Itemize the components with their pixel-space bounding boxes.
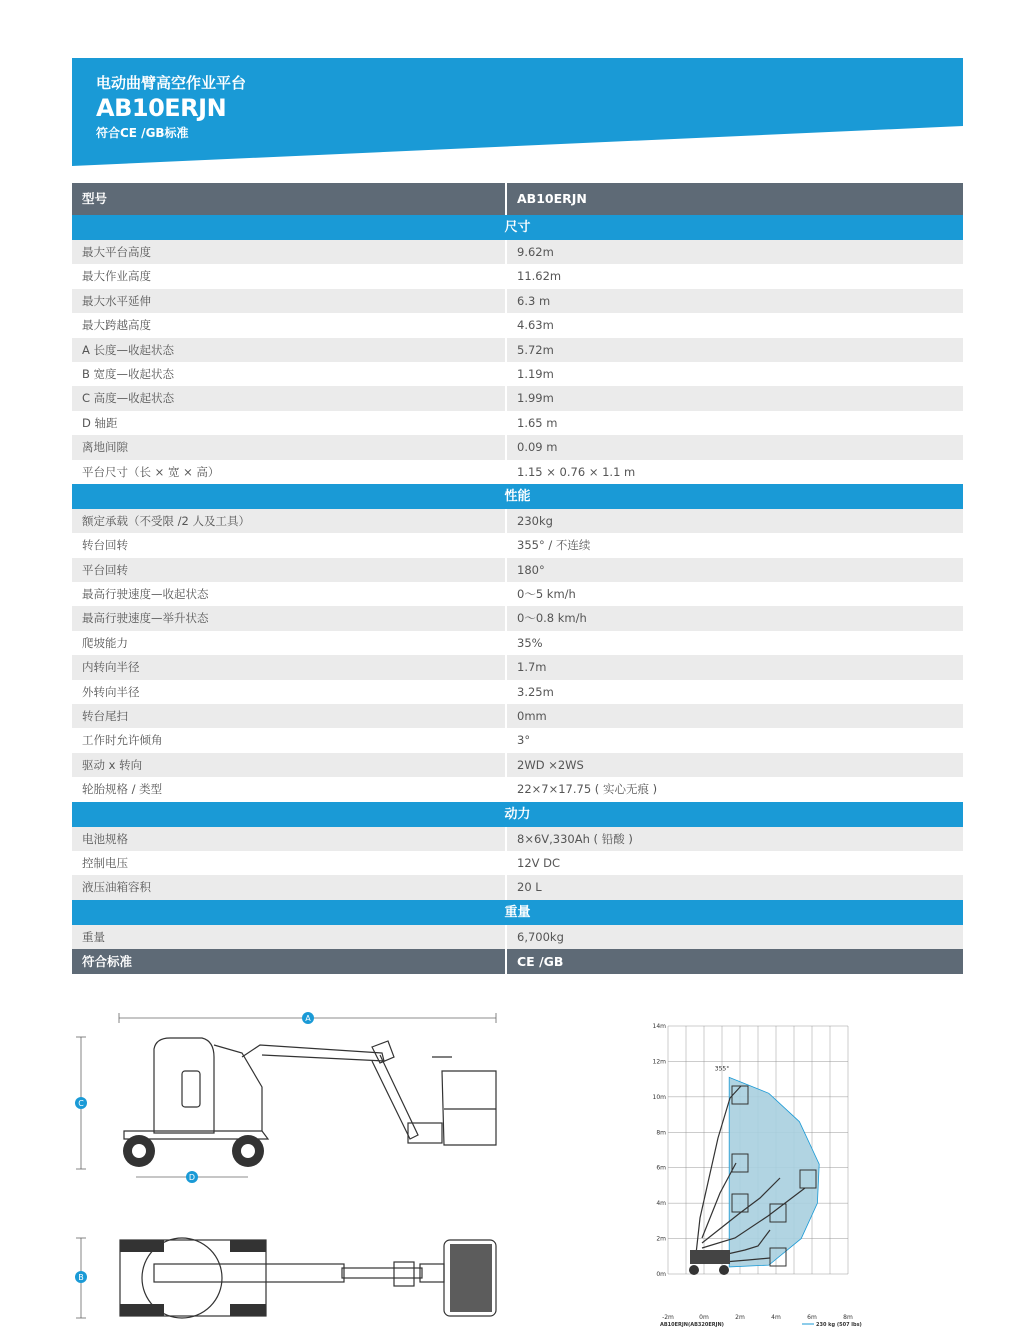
x-tick-label: 4m — [771, 1314, 781, 1321]
chassis — [690, 1250, 730, 1264]
spec-value: 5.72m — [517, 342, 554, 357]
spec-value: 0～5 km/h — [517, 587, 576, 602]
spec-key: 最大水平延伸 — [72, 289, 507, 313]
spec-key: 转台尾扫 — [72, 704, 507, 728]
machine-side-outline — [124, 1038, 496, 1145]
spec-key: 转台回转 — [72, 533, 507, 557]
table-row — [72, 606, 963, 630]
table-row — [72, 704, 963, 728]
spec-key: B 宽度—收起状态 — [72, 362, 507, 386]
x-tick-label: 8m — [843, 1314, 853, 1321]
spec-key: 控制电压 — [72, 851, 507, 875]
spec-value: 180° — [517, 562, 545, 577]
table-row — [72, 338, 963, 362]
spec-value: 8×6V,330Ah ( 铅酸 ) — [517, 831, 633, 846]
product-standard: 符合CE /GB标准 — [96, 126, 189, 140]
table-row — [72, 827, 963, 851]
section-header: 尺寸 — [72, 215, 963, 240]
spec-value: 1.19m — [517, 366, 554, 381]
table-row — [72, 777, 963, 801]
table-row — [72, 264, 963, 288]
table-row — [72, 875, 963, 899]
dim-d-label: D — [188, 1173, 196, 1182]
spec-key: 最大跨越高度 — [72, 313, 507, 337]
spec-value: 1.15 × 0.76 × 1.1 m — [517, 464, 636, 479]
y-tick-label: 8m — [656, 1129, 666, 1137]
table-row — [72, 533, 963, 557]
spec-value: 11.62m — [517, 269, 562, 284]
spec-value: 230kg — [517, 513, 553, 528]
spec-key: 离地间隙 — [72, 435, 507, 459]
table-row — [72, 558, 963, 582]
spec-value: 35% — [517, 635, 543, 650]
spec-value: 355° / 不连续 — [517, 538, 591, 553]
title-banner — [72, 58, 963, 166]
spec-key: 最高行驶速度—举升状态 — [72, 606, 507, 630]
spec-key: 液压油箱容积 — [72, 875, 507, 899]
table-row — [72, 851, 963, 875]
spec-key: 平台尺寸（长 × 宽 × 高） — [72, 460, 507, 484]
table-header — [72, 183, 963, 215]
rotation-label: 355° — [714, 1065, 730, 1073]
table-row — [72, 411, 963, 435]
spec-key: 最高行驶速度—收起状态 — [72, 582, 507, 606]
spec-value: 20 L — [517, 880, 542, 895]
chart-caption: AB10ERJN(AB320ERJN) — [660, 1322, 724, 1328]
table-row — [72, 460, 963, 484]
spec-value: 2WD ×2WS — [517, 757, 584, 772]
table-row — [72, 362, 963, 386]
spec-key: 内转向半径 — [72, 655, 507, 679]
x-tick-label: 6m — [807, 1314, 817, 1321]
spec-value: 0mm — [517, 709, 547, 724]
product-category: 电动曲臂高空作业平台 — [96, 74, 247, 92]
y-tick-label: 10m — [652, 1093, 666, 1101]
dim-b-label: B — [78, 1273, 84, 1282]
product-model: AB10ERJN — [96, 94, 227, 122]
table-row — [72, 753, 963, 777]
table-row — [72, 435, 963, 459]
spec-value: 4.63m — [517, 318, 554, 333]
y-tick-label: 14m — [652, 1023, 666, 1030]
spec-table — [72, 183, 963, 974]
spec-value: 12V DC — [517, 855, 561, 870]
table-row — [72, 680, 963, 704]
spec-key: 重量 — [72, 925, 507, 949]
spec-key: 额定承载（不受限 /2 人及工具） — [72, 509, 507, 533]
machine-top-outline — [120, 1238, 496, 1318]
spec-value: 0～0.8 km/h — [517, 611, 587, 626]
x-tick-label: 0m — [699, 1314, 709, 1321]
spec-value: 1.65 m — [517, 415, 558, 430]
spec-key: 最大作业高度 — [72, 264, 507, 288]
footer-value: CE /GB — [517, 954, 564, 970]
spec-key: 工作时允许倾角 — [72, 728, 507, 752]
x-tick-label: -2m — [662, 1314, 674, 1321]
spec-key: C 高度—收起状态 — [72, 386, 507, 410]
header-value: AB10ERJN — [517, 191, 587, 206]
side-view-drawing — [72, 1005, 512, 1185]
y-tick-label: 6m — [656, 1164, 666, 1172]
table-footer — [72, 949, 963, 974]
dim-c-label: C — [78, 1099, 84, 1108]
section-header: 动力 — [72, 802, 963, 827]
x-tick-label: 2m — [735, 1314, 745, 1321]
spec-value: 22×7×17.75 ( 实心无痕 ) — [517, 782, 658, 797]
spec-value: 9.62m — [517, 245, 554, 259]
spec-value: 6,700kg — [517, 929, 564, 944]
section-header: 性能 — [72, 484, 963, 509]
spec-value: 3.25m — [517, 684, 554, 699]
table-row — [72, 240, 963, 264]
spec-value: 0.09 m — [517, 440, 558, 455]
spec-key: 平台回转 — [72, 558, 507, 582]
table-row — [72, 509, 963, 533]
table-row — [72, 925, 963, 949]
table-row — [72, 631, 963, 655]
spec-key: 爬坡能力 — [72, 631, 507, 655]
spec-key: D 轴距 — [72, 411, 507, 435]
table-row — [72, 289, 963, 313]
y-tick-label: 4m — [656, 1200, 666, 1208]
table-sections — [72, 215, 963, 949]
top-view-drawing — [72, 1232, 512, 1324]
spec-key: 电池规格 — [72, 827, 507, 851]
spec-value: 1.7m — [517, 660, 547, 675]
spec-key: 外转向半径 — [72, 680, 507, 704]
table-row — [72, 386, 963, 410]
y-tick-label: 2m — [656, 1235, 666, 1243]
section-header: 重量 — [72, 900, 963, 925]
spec-key: 最大平台高度 — [72, 240, 507, 264]
working-envelope-chart — [640, 1018, 880, 1330]
spec-value: 3° — [517, 733, 531, 748]
chart-legend: 230 kg (507 lbs) — [816, 1322, 862, 1328]
y-tick-label: 12m — [652, 1058, 666, 1066]
table-row — [72, 655, 963, 679]
dim-a-label: A — [305, 1014, 311, 1023]
y-tick-label: 0m — [656, 1271, 666, 1278]
header-key: 型号 — [72, 183, 507, 215]
table-row — [72, 582, 963, 606]
footer-key: 符合标准 — [72, 949, 507, 974]
spec-key: A 长度—收起状态 — [72, 338, 507, 362]
table-row — [72, 313, 963, 337]
spec-value: 1.99m — [517, 391, 554, 406]
table-row — [72, 728, 963, 752]
spec-value: 6.3 m — [517, 293, 551, 308]
spec-key: 轮胎规格 / 类型 — [72, 777, 507, 801]
spec-key: 驱动 x 转向 — [72, 753, 507, 777]
